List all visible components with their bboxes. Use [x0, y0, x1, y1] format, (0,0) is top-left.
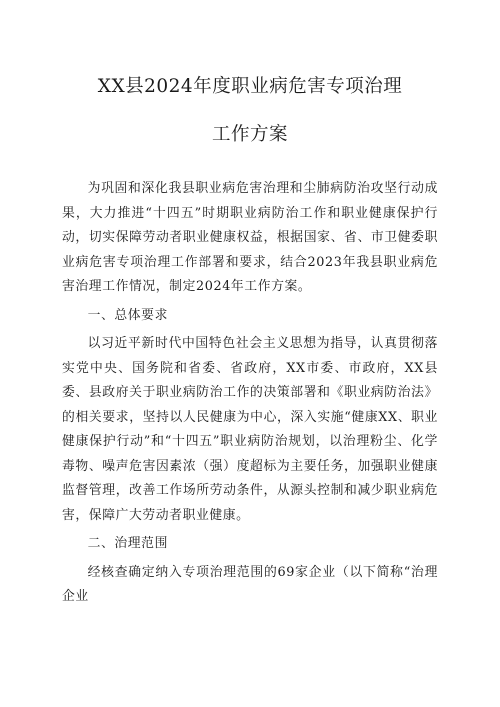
section-heading-general-requirements: 一、总体要求: [87, 307, 168, 323]
intro-paragraph: 为巩固和深化我县职业病危害治理和尘肺病防治攻坚行动成果，大力推进“十四五”时期职业病防治工作和职业健康保护行动，切实保障劳动者职业健康权益，根据国家、省、市卫健委职业病危害专项治理工作部署和要求，结合2023年我县职业病危害治理工作情况，制定2024年工作方案。: [62, 181, 438, 294]
section-heading-scope: 二、治理范围: [87, 536, 168, 551]
general-requirements-paragraph: 以习近平新时代中国特色社会主义思想为指导，认真贯彻落实党中央、国务院和省委、省政府，XX市委、市政府，XX县委、县政府关于职业病防治工作的决策部署和《职业病防治法》的相关要求，坚持以人民健康为中心，深入实施“健康XX、职业健康保护行动”和“十四五”职业病防治规划，以治理粉尘、化学毒物、噪声危害因素浓（强）度超标为主要任务，加强职业健康监督管理，改善工作场所劳动条件，从源头控制和减少职业病危害，保障广大劳动者职业健康。: [62, 336, 438, 523]
document-subtitle: 工作方案: [211, 124, 288, 145]
document-title: XX县2024年度职业病危害专项治理: [97, 76, 403, 97]
scope-paragraph: 经核查确定纳入专项治理范围的69家企业（以下简称“治理企业: [62, 564, 438, 604]
